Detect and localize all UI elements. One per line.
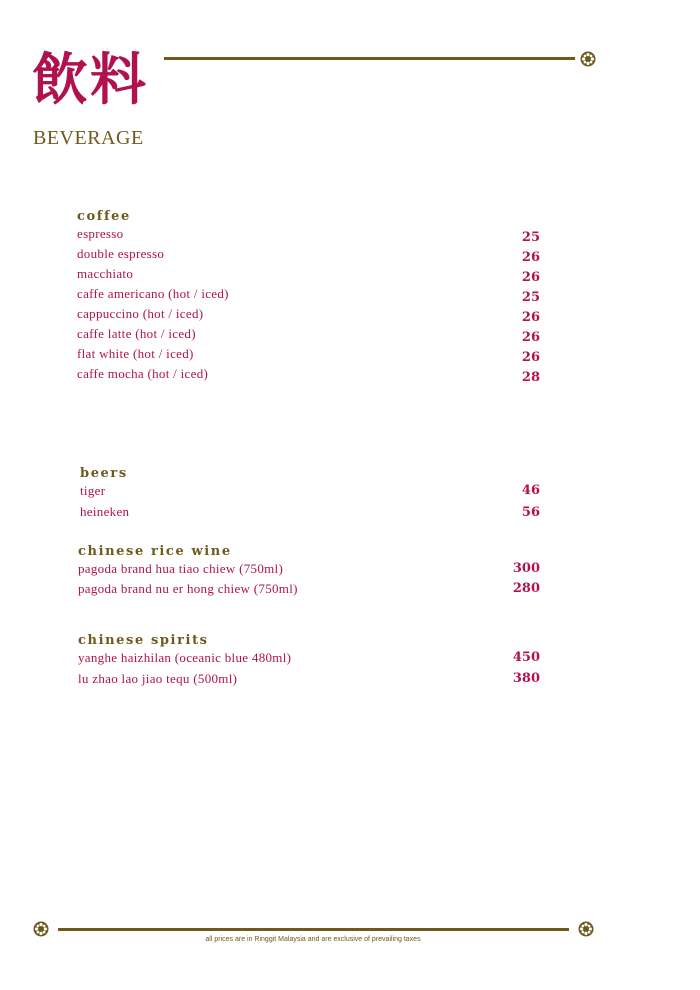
menu-item (77, 226, 547, 246)
item-price: 26 (521, 270, 540, 285)
section-title: chinese rice wine (78, 544, 232, 559)
section-beers (80, 466, 550, 525)
menu-item (77, 286, 547, 306)
menu-item (80, 483, 550, 504)
item-name: heineken (80, 504, 130, 519)
flower-ornament-icon (33, 921, 49, 937)
menu-item (77, 246, 547, 266)
page-title: BEVERAGE (33, 127, 144, 149)
section-title: coffee (77, 209, 131, 224)
menu-item (77, 306, 547, 326)
item-price: 380 (512, 671, 540, 686)
menu-item (78, 671, 548, 692)
item-name: espresso (77, 226, 124, 241)
menu-item (77, 366, 547, 386)
item-name: pagoda brand hua tiao chiew (750ml) (78, 561, 284, 576)
item-price: 28 (521, 370, 540, 385)
item-price: 25 (521, 230, 540, 245)
section-chinese-spirits (78, 633, 548, 692)
price-footnote: all prices are in Ringgit Malaysia and are exclusive of prevailing taxes (205, 936, 421, 943)
item-name: lu zhao lao jiao tequ (500ml) (78, 671, 238, 686)
section-chinese-rice-wine (78, 544, 548, 601)
item-name: caffe americano (hot / iced) (77, 286, 229, 301)
item-price: 26 (521, 350, 540, 365)
item-name: double espresso (77, 246, 165, 261)
item-price: 26 (521, 330, 540, 345)
top-divider (164, 57, 575, 60)
item-name: yanghe haizhilan (oceanic blue 480ml) (78, 650, 292, 665)
item-name: pagoda brand nu er hong chiew (750ml) (78, 581, 298, 596)
item-price: 56 (521, 505, 540, 520)
menu-item (78, 581, 548, 601)
menu-item (80, 504, 550, 525)
item-name: caffe latte (hot / iced) (77, 326, 196, 341)
menu-item (77, 326, 547, 346)
item-price: 25 (521, 290, 540, 305)
menu-item (77, 346, 547, 366)
item-name: flat white (hot / iced) (77, 346, 194, 361)
item-name: macchiato (77, 266, 134, 281)
bottom-divider (58, 928, 569, 931)
item-price: 26 (521, 250, 540, 265)
item-price: 300 (512, 561, 540, 576)
item-name: caffe mocha (hot / iced) (77, 366, 209, 381)
page-title-chinese: 飲料 (32, 47, 148, 113)
section-title: chinese spirits (78, 633, 209, 648)
flower-ornament-icon (578, 921, 594, 937)
section-title: beers (80, 466, 128, 481)
item-name: tiger (80, 483, 106, 498)
item-price: 46 (521, 483, 540, 498)
item-name: cappuccino (hot / iced) (77, 306, 204, 321)
menu-item (78, 561, 548, 581)
section-coffee (77, 209, 547, 386)
item-price: 280 (512, 581, 540, 596)
item-price: 450 (512, 650, 540, 665)
menu-item (77, 266, 547, 286)
menu-item (78, 650, 548, 671)
flower-ornament-icon (580, 51, 596, 67)
item-price: 26 (521, 310, 540, 325)
